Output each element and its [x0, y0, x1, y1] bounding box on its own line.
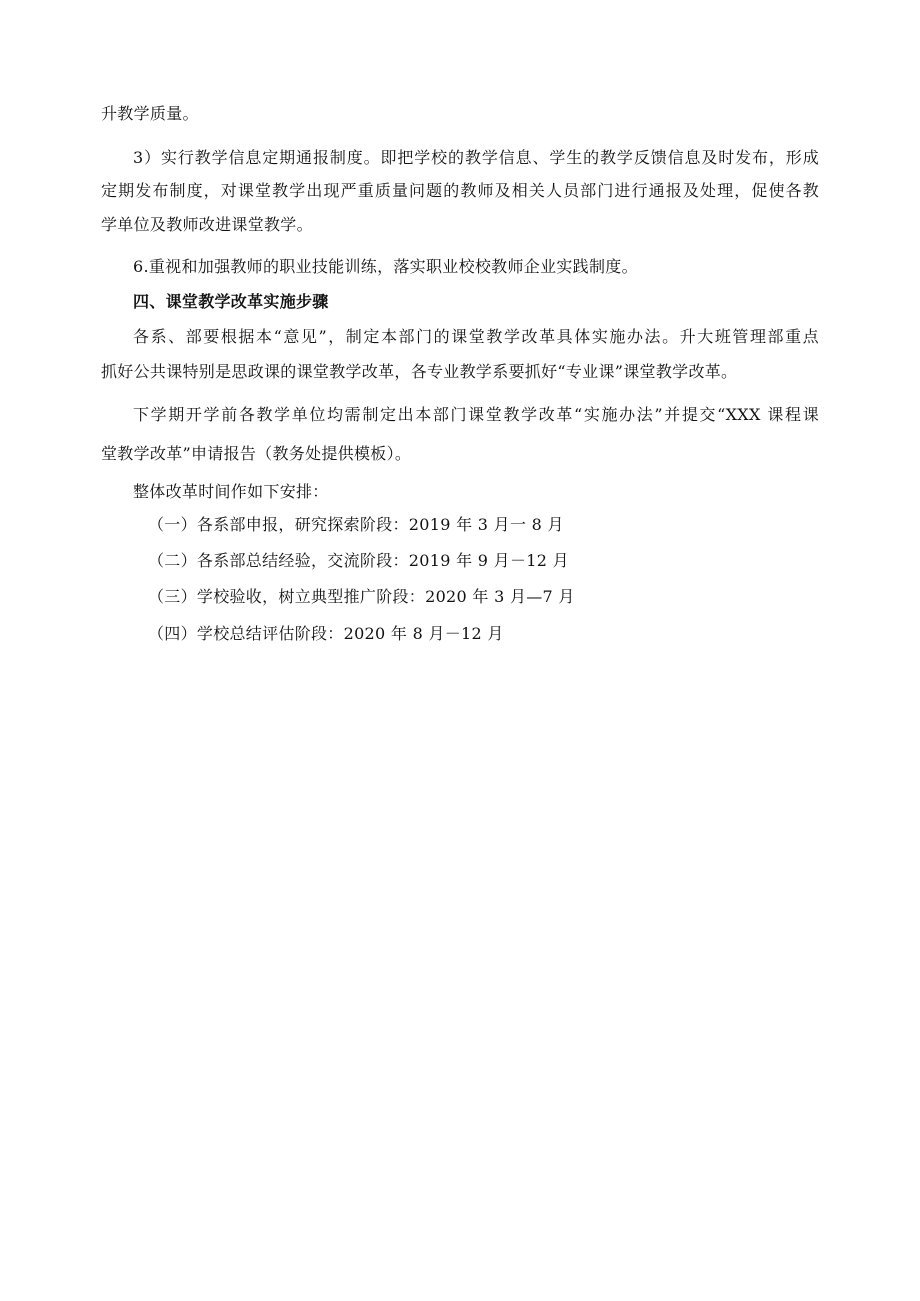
schedule-item-2: （二）各系部总结经验，交流阶段：2019 年 9 月－12 月 — [148, 551, 569, 570]
schedule-item-3: （三）学校验收，树立典型推广阶段：2020 年 3 月—7 月 — [148, 587, 575, 606]
paragraph-section-line-1: 各系、部要根据本“意见”，制定本部门的课堂教学改革具体实施办法。升大班管理部重点 — [133, 327, 819, 346]
paragraph-schedule-intro: 整体改革时间作如下安排： — [133, 482, 329, 501]
schedule-item-4: （四）学校总结评估阶段：2020 年 8 月－12 月 — [148, 624, 504, 643]
paragraph-item-6: 6.重视和加强教师的职业技能训练，落实职业校校教师企业实践制度。 — [133, 257, 638, 276]
paragraph-schedule-line-1: 下学期开学前各教学单位均需制定出本部门课堂教学改革“实施办法”并提交“XXX 课程课 — [133, 405, 819, 424]
paragraph-continuation: 升教学质量。 — [101, 104, 199, 123]
paragraph-item-3-line-3: 学单位及教师改进课堂教学。 — [101, 215, 313, 234]
paragraph-schedule-line-2: 堂教学改革”申请报告（教务处提供模板）。 — [101, 444, 412, 463]
paragraph-item-3-line-1: 3）实行教学信息定期通报制度。即把学校的教学信息、学生的教学反馈信息及时发布，形成 — [133, 148, 819, 167]
paragraph-section-line-2: 抓好公共课特别是思政课的课堂教学改革，各专业教学系要抓好“专业课”课堂教学改革。 — [101, 362, 738, 381]
schedule-item-1: （一）各系部申报，研究探索阶段：2019 年 3 月一 8 月 — [148, 515, 564, 534]
section-heading: 四、课堂教学改革实施步骤 — [133, 292, 329, 311]
paragraph-item-3-line-2: 定期发布制度，对课堂教学出现严重质量问题的教师及相关人员部门进行通报及处理，促使各教 — [101, 181, 819, 200]
